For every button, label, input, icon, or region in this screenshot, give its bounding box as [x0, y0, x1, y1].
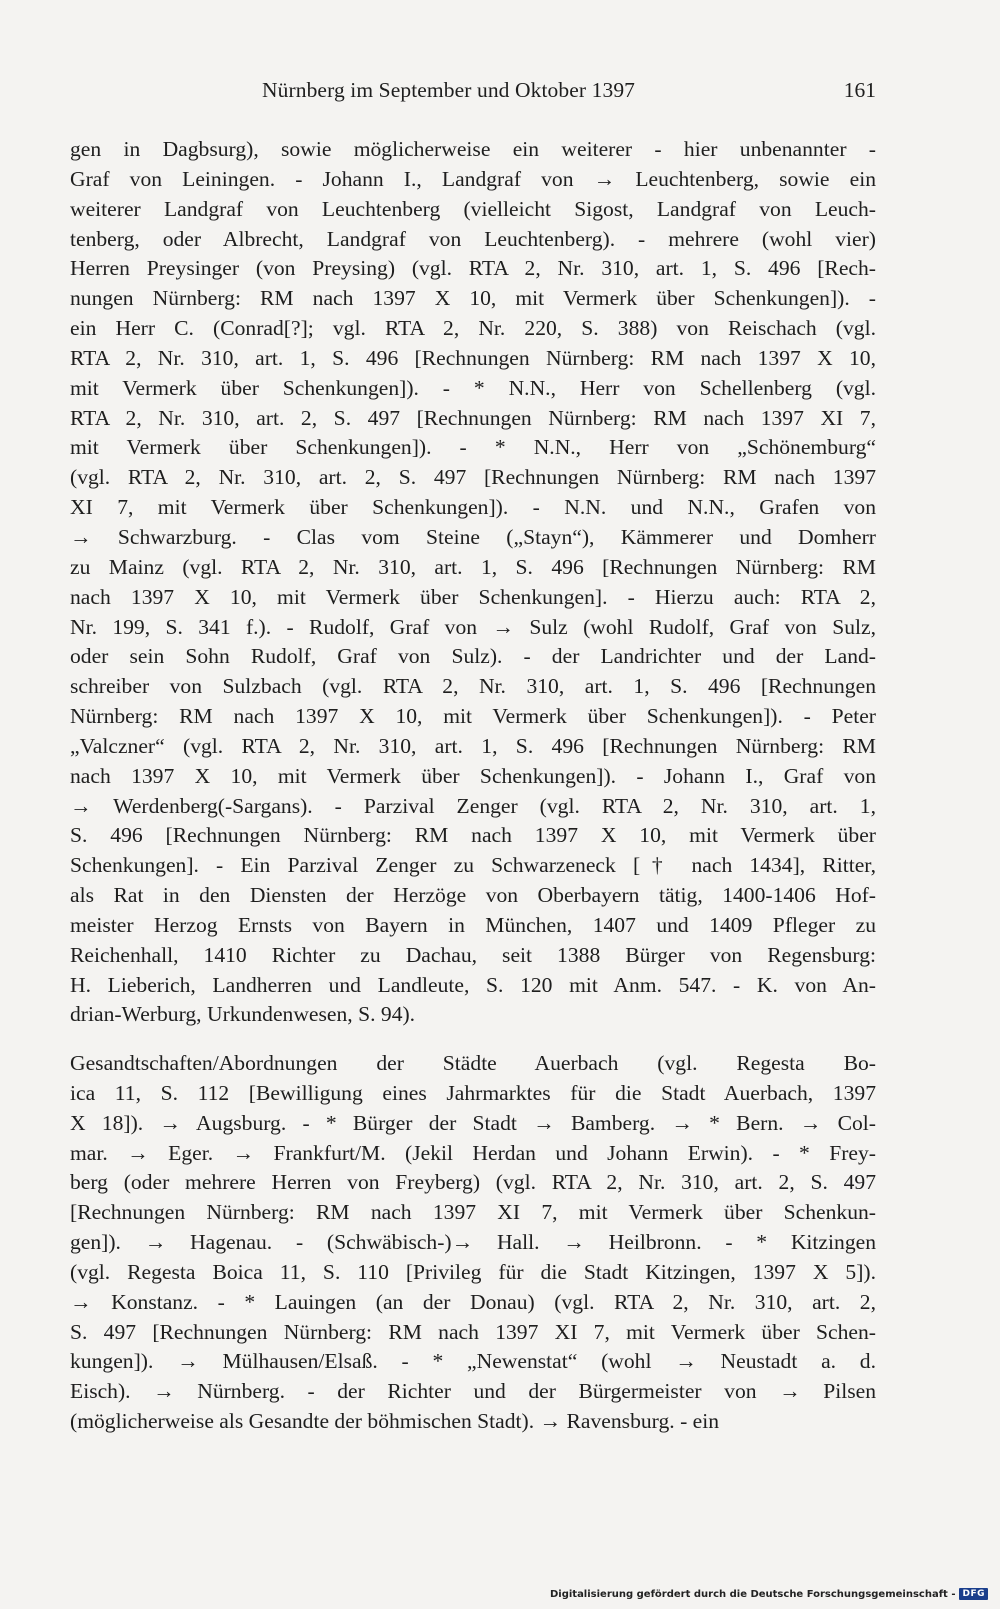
text-line: drian-Werburg, Urkundenwesen, S. 94).: [70, 1002, 416, 1027]
text-line: [Rechnungen Nürnberg: RM nach 1397 XI 7, mit Vermerk über Schenkun-: [70, 1200, 876, 1225]
text-line: Gesandtschaften/Abordnungen der Städte Auerbach (vgl. Regesta Bo-: [70, 1051, 876, 1075]
entry-paragraph-persons: [70, 135, 876, 1030]
text-line: als Rat in den Diensten der Herzöge von Oberbayern tätig, 1400-1406 Hof-: [70, 883, 876, 908]
text-line: mit Vermerk über Schenkungen]). - * N.N., Herr von Schellenberg (vgl.: [70, 375, 876, 400]
text-line: kungen]). → Mülhausen/Elsaß. - * „Newenstat“ (wohl → Neustadt a. d.: [70, 1349, 876, 1374]
text-line: ica 11, S. 112 [Bewilligung eines Jahrmarktes für die Stadt Auerbach, 1397: [70, 1080, 876, 1105]
text-line: Schenkungen]. - Ein Parzival Zenger zu Schwarzeneck [† nach 1434], Ritter,: [70, 853, 876, 878]
text-line: Herren Preysinger (von Preysing) (vgl. RTA 2, Nr. 310, art. 1, S. 496 [Rech-: [70, 256, 876, 281]
text-line: → Konstanz. - * Lauingen (an der Donau) (vgl. RTA 2, Nr. 310, art. 2,: [70, 1289, 876, 1314]
text-line: nach 1397 X 10, mit Vermerk über Schenkungen]). - Johann I., Graf von: [70, 763, 876, 788]
page-number: 161: [843, 78, 876, 102]
text-line: → Schwarzburg. - Clas vom Steine („Stayn“), Kämmerer und Domherr: [70, 524, 876, 549]
entry-paragraph-delegations: [70, 1049, 876, 1437]
credit-text: Digitalisierung gefördert durch die Deutsche Forschungsgemeinschaft -: [549, 1588, 956, 1600]
digitization-credit: [550, 1588, 988, 1600]
text-line: (möglicherweise als Gesandte der böhmischen Stadt). → Ravensburg. - ein: [70, 1409, 720, 1434]
text-line: nach 1397 X 10, mit Vermerk über Schenkungen]. - Hierzu auch: RTA 2,: [70, 584, 876, 609]
running-title: Nürnberg im September und Oktober 1397: [262, 78, 636, 102]
text-line: → Werdenberg(-Sargans). - Parzival Zenger (vgl. RTA 2, Nr. 310, art. 1,: [70, 793, 876, 818]
text-line: schreiber von Sulzbach (vgl. RTA 2, Nr. 310, art. 1, S. 496 [Rechnungen: [70, 674, 876, 699]
text-line: meister Herzog Ernsts von Bayern in München, 1407 und 1409 Pfleger zu: [70, 912, 876, 937]
text-line: (vgl. Regesta Boica 11, S. 110 [Privileg für die Stadt Kitzingen, 1397 X 5]).: [70, 1259, 876, 1284]
text-line: mar. → Eger. → Frankfurt/M. (Jekil Herdan und Johann Erwin). - * Frey-: [70, 1140, 876, 1165]
text-line: H. Lieberich, Landherren und Landleute, S. 120 mit Anm. 547. - K. von An-: [70, 972, 876, 997]
text-line: „Valczner“ (vgl. RTA 2, Nr. 310, art. 1, S. 496 [Rechnungen Nürnberg: RM: [70, 733, 876, 758]
text-line: ein Herr C. (Conrad[?]; vgl. RTA 2, Nr. 220, S. 388) von Reischach (vgl.: [70, 316, 876, 341]
text-line: RTA 2, Nr. 310, art. 2, S. 497 [Rechnungen Nürnberg: RM nach 1397 XI 7,: [70, 405, 876, 430]
text-line: zu Mainz (vgl. RTA 2, Nr. 310, art. 1, S. 496 [Rechnungen Nürnberg: RM: [70, 554, 876, 579]
text-line: Graf von Leiningen. - Johann I., Landgraf von → Leuchtenberg, sowie ein: [70, 166, 876, 191]
text-line: nungen Nürnberg: RM nach 1397 X 10, mit Vermerk über Schenkungen]). -: [70, 286, 876, 311]
text-line: gen]). → Hagenau. - (Schwäbisch-)→ Hall. → Heilbronn. - * Kitzingen: [70, 1230, 876, 1255]
text-line: XI 7, mit Vermerk über Schenkungen]). - N.N. und N.N., Grafen von: [70, 495, 876, 520]
text-line: tenberg, oder Albrecht, Landgraf von Leuchtenberg). - mehrere (wohl vier): [70, 226, 876, 251]
text-line: S. 496 [Rechnungen Nürnberg: RM nach 1397 X 10, mit Vermerk über: [70, 823, 876, 848]
text-line: Nürnberg: RM nach 1397 X 10, mit Vermerk über Schenkungen]). - Peter: [70, 704, 876, 729]
text-line: X 18]). → Augsburg. - * Bürger der Stadt → Bamberg. → * Bern. → Col-: [70, 1110, 876, 1135]
text-line: weiterer Landgraf von Leuchtenberg (vielleicht Sigost, Landgraf von Leuch-: [70, 196, 876, 221]
text-line: mit Vermerk über Schenkungen]). - * N.N., Herr von „Schönemburg“: [70, 435, 876, 460]
text-line: Eisch). → Nürnberg. - der Richter und der Bürgermeister von → Pilsen: [70, 1379, 876, 1404]
running-header: [70, 76, 876, 108]
text-line: oder sein Sohn Rudolf, Graf von Sulz). - der Landrichter und der Land-: [70, 644, 876, 669]
dfg-logo-icon: DFG: [959, 1588, 988, 1600]
text-line: Reichenhall, 1410 Richter zu Dachau, seit 1388 Bürger von Regensburg:: [70, 942, 876, 967]
text-line: gen in Dagbsurg), sowie möglicherweise ein weiterer - hier unbenannter -: [70, 137, 876, 161]
text-line: S. 497 [Rechnungen Nürnberg: RM nach 1397 XI 7, mit Vermerk über Schen-: [70, 1319, 876, 1344]
text-line: berg (oder mehrere Herren von Freyberg) (vgl. RTA 2, Nr. 310, art. 2, S. 497: [70, 1170, 876, 1195]
text-line: Nr. 199, S. 341 f.). - Rudolf, Graf von → Sulz (wohl Rudolf, Graf von Sulz,: [70, 614, 876, 639]
text-line: RTA 2, Nr. 310, art. 1, S. 496 [Rechnungen Nürnberg: RM nach 1397 X 10,: [70, 345, 876, 370]
text-line: (vgl. RTA 2, Nr. 310, art. 2, S. 497 [Rechnungen Nürnberg: RM nach 1397: [70, 465, 876, 490]
